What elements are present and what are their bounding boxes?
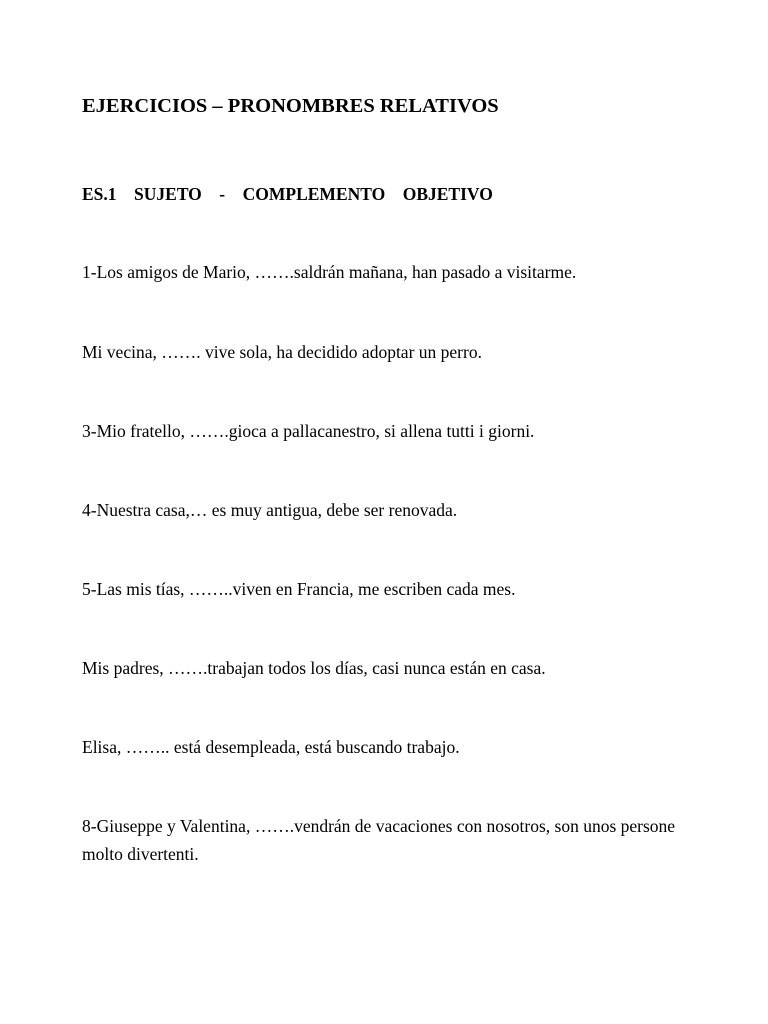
exercise-7: Elisa, …….. está desempleada, está buscando trabajo. <box>82 737 460 757</box>
exercise-1: 1-Los amigos de Mario, …….saldrán mañana, han pasado a visitarme. <box>82 262 577 282</box>
exercise-5: 5-Las mis tías, ……..viven en Francia, me escriben cada mes. <box>82 579 516 599</box>
exercise-8: 8-Giuseppe y Valentina, …….vendrán de vacaciones con nosotros, son unos persone molto divertenti. <box>82 816 676 864</box>
exercise-4: 4-Nuestra casa,… es muy antigua, debe ser renovada. <box>82 500 458 520</box>
exercise-3: 3-Mio fratello, …….gioca a pallacanestro, si allena tutti i giorni. <box>82 421 535 441</box>
exercise-6: Mis padres, …….trabajan todos los días, casi nunca están en casa. <box>82 658 546 678</box>
page-title: EJERCICIOS – PRONOMBRES RELATIVOS <box>82 95 499 117</box>
section-heading: ES.1 SUJETO - COMPLEMENTO OBJETIVO <box>82 184 493 204</box>
exercise-2: Mi vecina, ……. vive sola, ha decidido adoptar un perro. <box>82 342 482 362</box>
